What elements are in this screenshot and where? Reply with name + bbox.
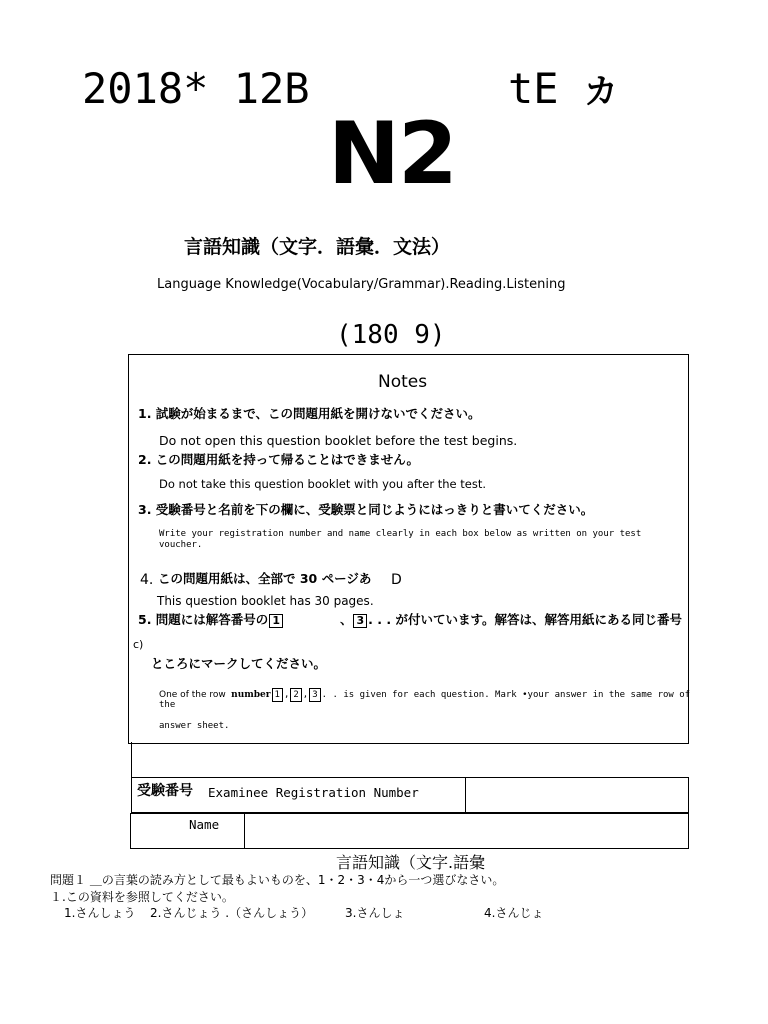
- subject-title-en: Language Knowledge(Vocabulary/Grammar).Reading.Listening: [157, 277, 566, 292]
- note-5-jp-line-1: [138, 610, 682, 628]
- note-1-en: Do not open this question booklet before the test begins.: [159, 433, 518, 448]
- subject-title-jp: 言語知識（文字．語彙．文法）: [184, 236, 451, 258]
- registration-label-en: Examinee Registration Number: [208, 785, 419, 800]
- note-1-jp: 1. 試験が始まるまで、この問題用紙を開けないでください。: [138, 406, 481, 421]
- question-1-instruction: 問題１ ＿の言葉の読み方として最もよいものを、1・2・3・4から一つ選びなさい。: [50, 873, 505, 887]
- note-5-en-box-3: 3: [309, 688, 320, 702]
- question-1-sentence: １.この資料を参照してください。: [50, 890, 234, 904]
- name-label: Name: [189, 817, 220, 832]
- note-5-en-line-2: the: [159, 700, 176, 710]
- note-2-en: Do not take this question booklet with you after the test.: [159, 477, 486, 491]
- exam-level: N2: [328, 104, 456, 204]
- note-5-en-line-3: answer sheet.: [159, 721, 230, 731]
- note-5-jp-post: . . . が付いています。解答は、解答用紙にある同じ番号: [368, 612, 682, 627]
- section-heading: 言語知識（文字.語彙: [336, 853, 486, 872]
- answer-option-1[interactable]: 1.さんしょう: [64, 906, 136, 920]
- note-3-en-1: Write your registration number and name clearly in each box below as written on your test: [159, 529, 642, 539]
- note-4-en: This question booklet has 30 pages.: [157, 594, 374, 608]
- note-5-en-box-2: 2: [290, 688, 301, 702]
- note-3-jp: 3. 受験番号と名前を下の欄に、受験票と同じようにはっきりと書いてください。: [138, 502, 594, 517]
- answer-option-2[interactable]: 2.さんじょう .（さんしょう）: [150, 906, 314, 920]
- note-5-jp-pre: 5. 問題には解答番号の: [138, 612, 269, 627]
- note-3-en-2: voucher.: [159, 540, 203, 550]
- note-5-sep: 、: [339, 612, 353, 627]
- note-5-jp-line-2: ところにマークしてください。: [151, 656, 327, 671]
- note-2-jp: 2. この問題用紙を持って帰ることはできません。: [138, 452, 420, 467]
- note-5-box-3: 3: [353, 614, 367, 628]
- header-date: 2018* 12B: [82, 64, 310, 113]
- note-5-en-line-1: One of the row number 1 , 2 , 3 . . is given for each question. Mark •your answer in the same row of: [159, 690, 691, 700]
- answer-option-4[interactable]: 4.さんじょ: [484, 906, 544, 920]
- registration-number-field[interactable]: [472, 785, 682, 805]
- name-field[interactable]: [252, 819, 680, 839]
- answer-option-3[interactable]: 3.さんしょ: [345, 906, 405, 920]
- notes-title: Notes: [378, 372, 428, 392]
- note-5-en-post: . . is given for each question. Mark •your answer in the same row of: [321, 690, 691, 700]
- header-right-kana: カ: [583, 72, 618, 112]
- registration-divider: [465, 777, 466, 813]
- note-4-tail: D: [391, 572, 402, 588]
- header-right: [508, 64, 618, 113]
- name-divider: [244, 813, 245, 849]
- note-4-jp: この問題用紙は、全部で 30 ページあ: [158, 571, 372, 586]
- note-5-en-pre: One of the row: [159, 690, 226, 700]
- note-5-box-1: 1: [269, 614, 283, 628]
- table-left-strut: [131, 742, 132, 778]
- note-5-en-box-1: 1: [272, 688, 283, 702]
- registration-label-jp: 受験番号: [137, 783, 193, 799]
- note-5-en-number: number: [231, 690, 271, 700]
- note-5-margin-mark: c): [133, 638, 144, 651]
- test-duration: (180 9): [336, 320, 446, 350]
- header-right-latin: tE: [508, 64, 559, 113]
- note-4-number: 4.: [140, 572, 154, 588]
